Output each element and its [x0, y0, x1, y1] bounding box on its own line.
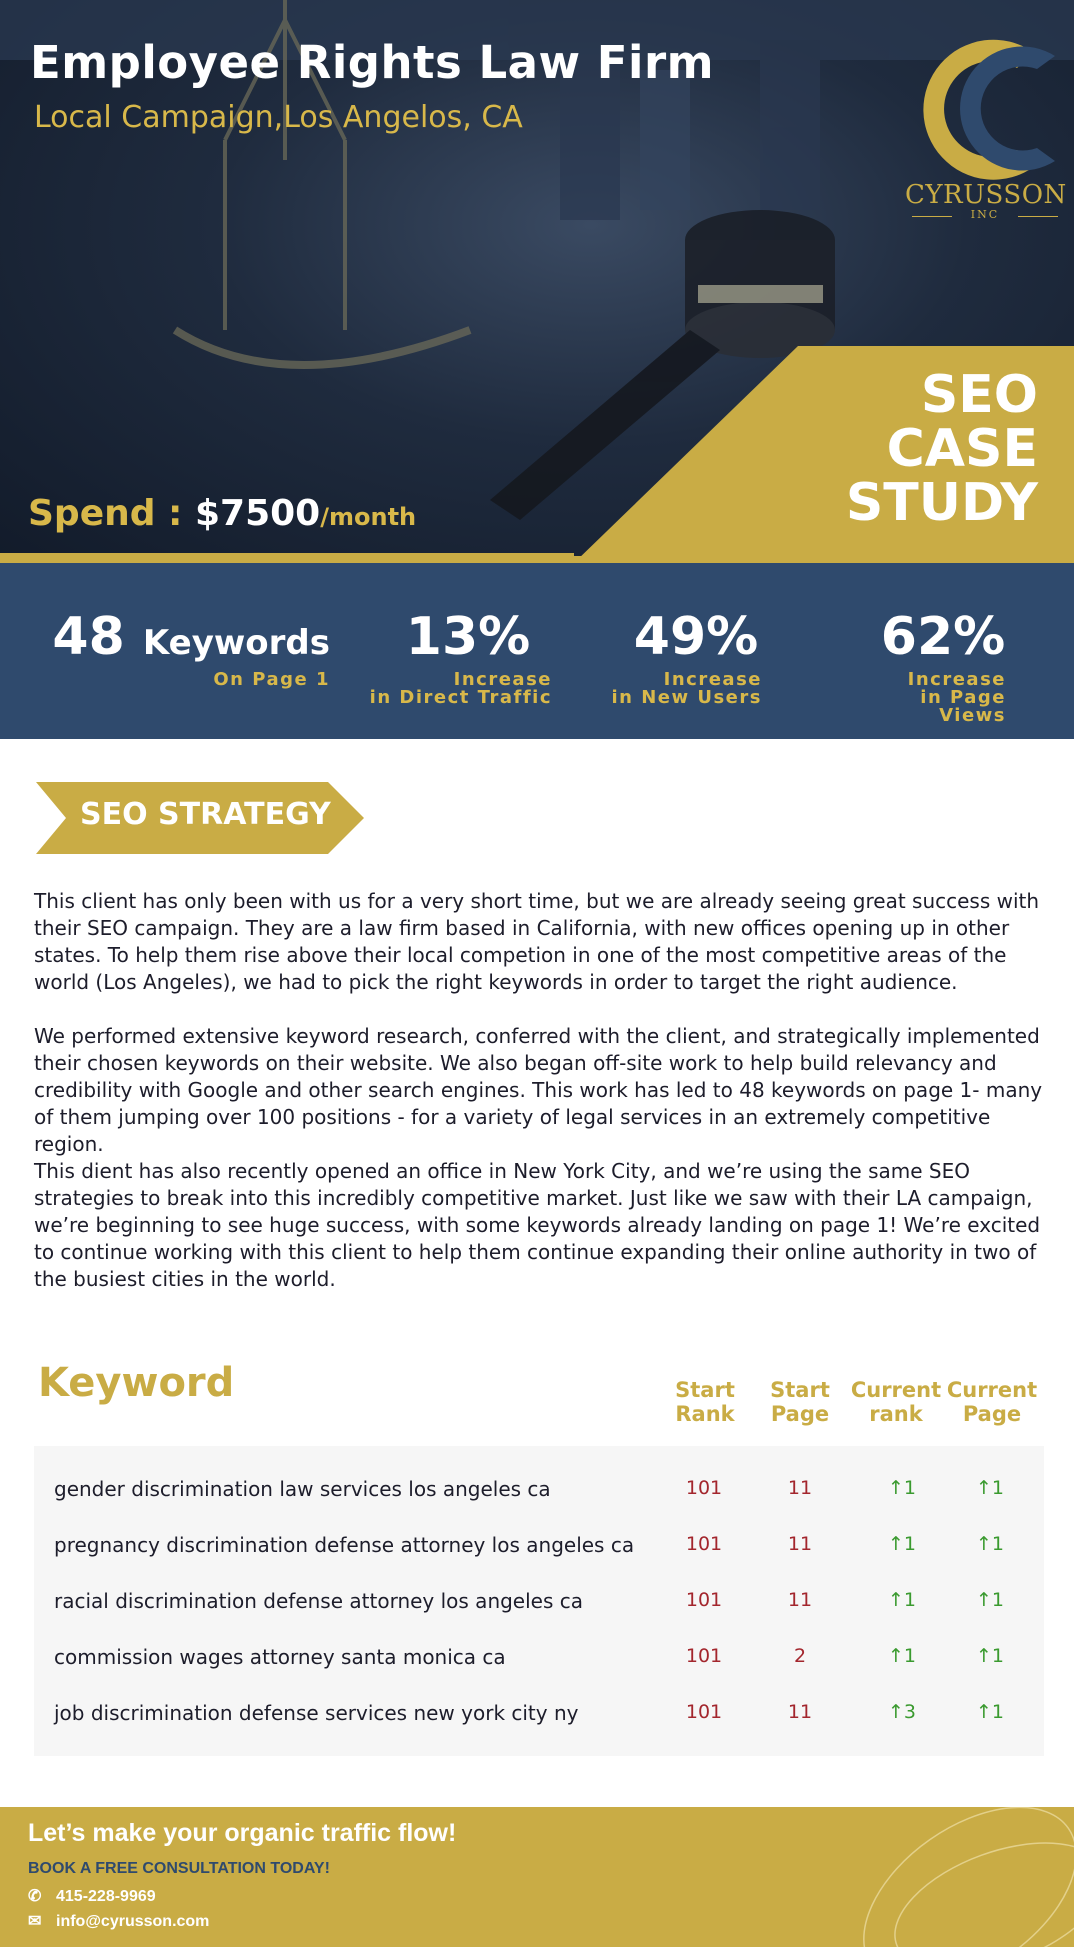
- strategy-paragraph: This dient has also recently opened an office in New York City, and we’re using the same SEO strategies to break into this incredibly competitive market. Just like we saw with their LA campaign, we’re beginning to see huge success, with some keywords already landing on page 1! We’re excited to continue working with this client to help them continue expanding their online authority in two of the busiest cities in the world.: [34, 1159, 1041, 1291]
- stat-caption: On Page 1: [213, 669, 330, 690]
- current-rank-cell: ↑1: [887, 1645, 916, 1667]
- current-rank-cell: ↑1: [887, 1589, 916, 1611]
- keyword-table: [34, 1446, 1044, 1756]
- start-rank-cell: 101: [685, 1701, 723, 1723]
- email-address[interactable]: info@cyrusson.com: [56, 1913, 210, 1930]
- stat-value: 13%: [405, 607, 531, 667]
- column-header-current-page: Current Page: [946, 1378, 1038, 1426]
- stat-value: 48 Keywords: [52, 607, 330, 667]
- spend-amount: $7500: [194, 493, 321, 534]
- start-rank-cell: 101: [685, 1533, 723, 1555]
- seo-case-study-title: [845, 365, 1038, 533]
- logo-suffix: INC: [970, 208, 1000, 221]
- current-page-cell: ↑1: [975, 1701, 1004, 1723]
- start-page-cell: 2: [793, 1645, 807, 1667]
- start-page-cell: 11: [787, 1477, 813, 1499]
- case-study-line: STUDY: [845, 473, 1038, 533]
- stat-caption: in Page Views: [920, 687, 1006, 726]
- table-row: [34, 1469, 1044, 1509]
- current-page-cell: ↑1: [975, 1533, 1004, 1555]
- case-study-line: SEO: [920, 365, 1038, 425]
- stat-value: 49%: [633, 607, 759, 667]
- stat-caption: Increase: [907, 669, 1006, 690]
- monthly-spend: [28, 493, 416, 534]
- current-page-cell: ↑1: [975, 1589, 1004, 1611]
- stat-page-views: [846, 607, 1006, 725]
- stat-caption: in New Users: [611, 687, 762, 708]
- phone-contact[interactable]: [28, 1886, 156, 1906]
- column-header-start-rank: Start Rank: [675, 1378, 735, 1426]
- email-contact[interactable]: [28, 1911, 209, 1931]
- start-rank-cell: 101: [685, 1589, 723, 1611]
- column-header-current-rank: Current rank: [850, 1378, 942, 1426]
- current-page-cell: ↑1: [975, 1477, 1004, 1499]
- keyword-cell: gender discrimination law services los angeles ca: [54, 1477, 551, 1501]
- current-rank-cell: ↑1: [887, 1533, 916, 1555]
- table-row: [34, 1581, 1044, 1621]
- table-row: [34, 1693, 1044, 1733]
- column-header-start-page: Start Page: [770, 1378, 830, 1426]
- current-rank-cell: ↑3: [887, 1701, 916, 1723]
- logo-wordmark: CYRUSSON: [905, 180, 1067, 210]
- stat-value: 62%: [880, 607, 1006, 667]
- start-page-cell: 11: [787, 1589, 813, 1611]
- keyword-cell: job discrimination defense services new york city ny: [54, 1701, 579, 1725]
- keyword-cell: pregnancy discrimination defense attorney los angeles ca: [54, 1533, 635, 1557]
- spend-period: /month: [320, 503, 417, 531]
- footer-headline: Let’s make your organic traffic flow!: [28, 1819, 457, 1847]
- current-page-cell: ↑1: [975, 1645, 1004, 1667]
- keyword-cell: commission wages attorney santa monica ca: [54, 1645, 506, 1669]
- start-page-cell: 11: [787, 1701, 813, 1723]
- table-row: [34, 1637, 1044, 1677]
- stat-caption: in Direct Traffic: [369, 687, 552, 708]
- decorative-swirl: [820, 1807, 1074, 1947]
- envelope-icon: ✉: [28, 1913, 42, 1930]
- phone-icon: ✆: [28, 1888, 42, 1905]
- spend-label: Spend :: [28, 493, 195, 534]
- stat-new-users: [610, 607, 762, 707]
- stat-caption: Increase: [663, 669, 762, 690]
- results-stats-band: [0, 556, 1074, 739]
- page-title: Employee Rights Law Firm: [30, 36, 715, 89]
- consultation-cta[interactable]: BOOK A FREE CONSULTATION TODAY!: [28, 1860, 330, 1877]
- start-page-cell: 11: [787, 1533, 813, 1555]
- table-row: [34, 1525, 1044, 1565]
- start-rank-cell: 101: [685, 1477, 723, 1499]
- hero-banner: [0, 0, 1074, 563]
- case-study-line: CASE: [886, 419, 1038, 479]
- keyword-table-title: Keyword: [38, 1360, 235, 1406]
- campaign-subtitle: Local Campaign,Los Angelos, CA: [34, 100, 523, 135]
- stat-keywords: [40, 607, 330, 689]
- stat-caption: Increase: [453, 669, 552, 690]
- current-rank-cell: ↑1: [887, 1477, 916, 1499]
- strategy-paragraph: We performed extensive keyword research, conferred with the client, and strategically implemented their chosen keywords on their website. We also began off-site work to help build relevancy and credibility with Google and other search engines. This work has led to 48 keywords on page 1- many of them jumping over 100 positions - for a variety of legal services in an extremely competitive region.: [34, 1024, 1043, 1156]
- strategy-paragraph: This client has only been with us for a very short time, but we are already seeing great success with their SEO campaign. They are a law firm based in California, with new offices opening up in other states. To help them rise above their local competion in one of the most competitive areas of the world (Los Angeles), we had to pick the right keywords in order to target the right audience.: [34, 889, 1040, 994]
- stat-direct-traffic: [360, 607, 552, 707]
- keyword-cell: racial discrimination defense attorney los angeles ca: [54, 1589, 584, 1613]
- section-heading: SEO STRATEGY: [80, 797, 331, 832]
- phone-number[interactable]: 415-228-9969: [56, 1888, 156, 1905]
- start-rank-cell: 101: [685, 1645, 723, 1667]
